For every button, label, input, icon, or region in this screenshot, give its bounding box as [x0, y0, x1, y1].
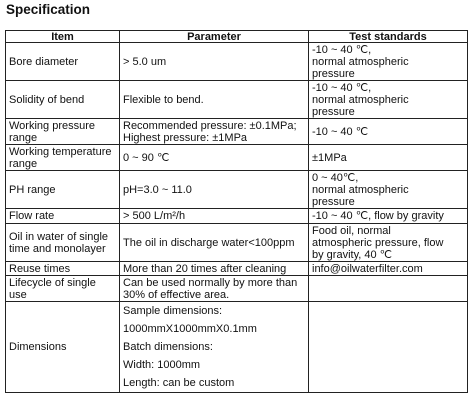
- parameter-line: Sample dimensions:: [123, 305, 223, 317]
- row-test-standards: [309, 302, 468, 393]
- parameter-line: 1000mmX1000mmX0.1mm: [123, 323, 257, 335]
- table-row: [6, 224, 468, 262]
- row-test-standards: [309, 171, 468, 209]
- row-parameter: 0 ~ 90 ℃: [120, 145, 309, 171]
- row-item: Lifecycle of single use: [6, 276, 120, 302]
- standards-line: ±1MPa: [312, 151, 347, 164]
- standards-line: pressure: [312, 195, 355, 208]
- row-test-standards: [309, 145, 468, 171]
- table-row: [6, 81, 468, 119]
- row-item: PH range: [6, 171, 120, 209]
- row-item: Solidity of bend: [6, 81, 120, 119]
- parameter-line: Highest pressure: ±1MPa: [123, 131, 248, 144]
- standards-line: -10 ~ 40 ℃: [312, 125, 369, 138]
- parameter-line: > 500 L/m²/h: [123, 210, 186, 222]
- standards-line: -10 ~ 40 ℃,: [312, 81, 372, 94]
- table-row: [6, 43, 468, 81]
- table-row: [6, 119, 468, 145]
- row-item: Dimensions: [6, 302, 120, 393]
- table-row: [6, 276, 468, 302]
- parameter-line: Length: can be custom: [123, 377, 235, 389]
- row-parameter: The oil in discharge water<100ppm: [120, 224, 309, 262]
- standards-line: atmospheric pressure, flow: [312, 236, 444, 249]
- row-parameter: Flexible to bend.: [120, 81, 309, 119]
- table-row: [6, 302, 468, 393]
- row-test-standards: [309, 224, 468, 262]
- parameter-line: Batch dimensions:: [123, 341, 213, 353]
- table-header-row: [6, 31, 468, 43]
- parameter-line: Recommended pressure: ±0.1MPa;: [123, 119, 297, 132]
- row-parameter: [120, 276, 309, 302]
- row-parameter: pH=3.0 ~ 11.0: [120, 171, 309, 209]
- parameter-line: Width: 1000mm: [123, 359, 201, 371]
- row-item: Reuse times: [6, 262, 120, 276]
- standards-line: normal atmospheric: [312, 55, 409, 68]
- specification-table: [5, 30, 468, 393]
- row-test-standards: [309, 81, 468, 119]
- row-test-standards: [309, 43, 468, 81]
- page-title: Specification: [6, 2, 91, 17]
- parameter-line: Can be used normally by more than: [123, 276, 298, 289]
- row-item: Bore diameter: [6, 43, 120, 81]
- row-item: Oil in water of single time and monolayer: [6, 224, 120, 262]
- row-item: Working temperature range: [6, 145, 120, 171]
- row-test-standards: [309, 209, 468, 224]
- table-row: [6, 262, 468, 276]
- standards-line: Food oil, normal: [312, 224, 391, 237]
- row-item: Working pressure range: [6, 119, 120, 145]
- standards-line: normal atmospheric: [312, 183, 409, 196]
- row-parameter: [120, 302, 309, 393]
- standards-line: -10 ~ 40 ℃, flow by gravity: [312, 210, 444, 222]
- standards-line: pressure: [312, 105, 355, 118]
- column-header-item: Item: [6, 31, 120, 43]
- table-row: [6, 209, 468, 224]
- row-test-standards: [309, 119, 468, 145]
- standards-line: pressure: [312, 67, 355, 80]
- parameter-line: 30% of effective area.: [123, 288, 230, 301]
- column-header-test-standards: Test standards: [309, 31, 468, 43]
- row-parameter: [120, 119, 309, 145]
- row-parameter: More than 20 times after cleaning: [120, 262, 309, 276]
- standards-line: -10 ~ 40 ℃,: [312, 43, 372, 56]
- standards-line: 0 ~ 40℃,: [312, 171, 359, 184]
- row-test-standards: [309, 262, 468, 276]
- row-test-standards: [309, 276, 468, 302]
- table-row: [6, 171, 468, 209]
- row-parameter: [120, 209, 309, 224]
- table-row: [6, 145, 468, 171]
- standards-line: by gravity, 40 ℃: [312, 248, 393, 261]
- email-link[interactable]: info@oilwaterfilter.com: [312, 262, 423, 275]
- standards-line: normal atmospheric: [312, 93, 409, 106]
- row-parameter: > 5.0 um: [120, 43, 309, 81]
- row-item: Flow rate: [6, 209, 120, 224]
- column-header-parameter: Parameter: [120, 31, 309, 43]
